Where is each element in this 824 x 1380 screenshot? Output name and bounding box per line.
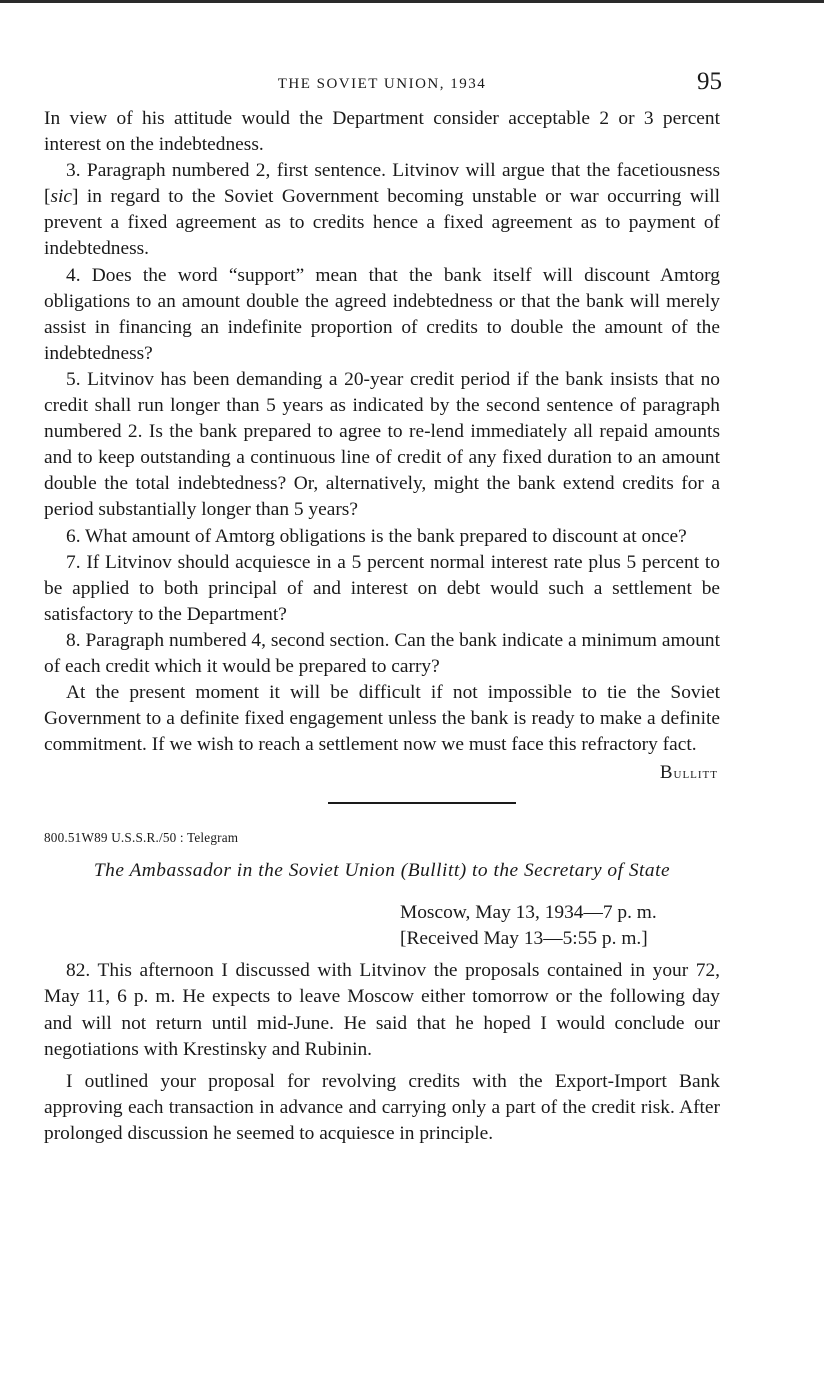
paragraph-closing: At the present moment it will be difficult if not impossible to tie the Soviet Government to a definite fixed engagement unless the bank is ready to make a definite commitment. If we wish to reach a settlement now we must face this refractory fact. [44,682,720,756]
second-document-body [44,958,720,1147]
received-dateline: [Received May 13—5:55 p. m.] [400,928,648,950]
telegram-paragraph-2: I outlined your proposal for revolving credits with the Export-Import Bank approving each transaction in advance and carrying only a part of the credit risk. After prolonged discussion he seemed to acquiesce in principle. [44,1070,720,1144]
running-header [44,66,720,106]
document-title: The Ambassador in the Soviet Union (Bullitt) to the Secretary of State [93,860,671,882]
running-title: THE SOVIET UNION, 1934 [277,76,487,92]
telegram-paragraph-1: 82. This afternoon I discussed with Litvinov the proposals contained in your 72, May 11, 6 p. m. He expects to leave Moscow either tomorrow or the following day and will not return until mid-June. He said that he hoped I would conclude our negotiations with Krestinsky and Rubinin. [44,960,720,1060]
signature: Bullitt [659,762,718,784]
page-top-rule [0,0,824,3]
page-number: 95 [697,68,722,95]
paragraph-continuation: In view of his attitude would the Department consider acceptable 2 or 3 percent interest on the indebtedness. [44,108,720,156]
paragraph-item-7: 7. If Litvinov should acquiesce in a 5 percent normal interest rate plus 5 percent to be applied to both principal of and interest on debt would such a settlement be satisfactory to the Department? [44,551,720,625]
paragraph-item-4: 4. Does the word “support” mean that the bank itself will discount Amtorg obligations to an amount double the agreed indebtedness or that the bank will merely assist in financing an indefinite proportion of credits to double the amount of the indebtedness? [44,264,720,364]
document-page [44,66,720,1147]
file-reference: 800.51W89 U.S.S.R./50 : Telegram [44,830,239,846]
paragraph-item-3: 3. Paragraph numbered 2, first sentence. Litvinov will argue that the facetiousness [sic] in regard to the Soviet Government becoming unstable or war occurring will prevent a fixed agreement as to credits hence a fixed agreement as to payment of indebtedness. [44,160,720,260]
section-separator [328,802,516,804]
paragraph-item-6: 6. What amount of Amtorg obligations is the bank prepared to discount at once? [66,525,687,547]
sent-dateline: Moscow, May 13, 1934—7 p. m. [400,902,657,924]
dateline [400,900,720,952]
first-document-body [44,106,720,758]
paragraph-item-8: 8. Paragraph numbered 4, second section. Can the bank indicate a minimum amount of each credit which it would be prepared to carry? [44,629,720,677]
sic-annotation: sic [50,186,73,208]
paragraph-item-5: 5. Litvinov has been demanding a 20-year credit period if the bank insists that no credit shall run longer than 5 years as indicated by the second sentence of paragraph numbered 2. Is the bank prepared to agree to re-lend immediately all repaid amounts and to keep outstanding a continuous line of credit of any fixed duration to an amount double the total indebtedness? Or, alternatively, might the bank extend credits for a period substantially longer than 5 years? [44,368,720,521]
